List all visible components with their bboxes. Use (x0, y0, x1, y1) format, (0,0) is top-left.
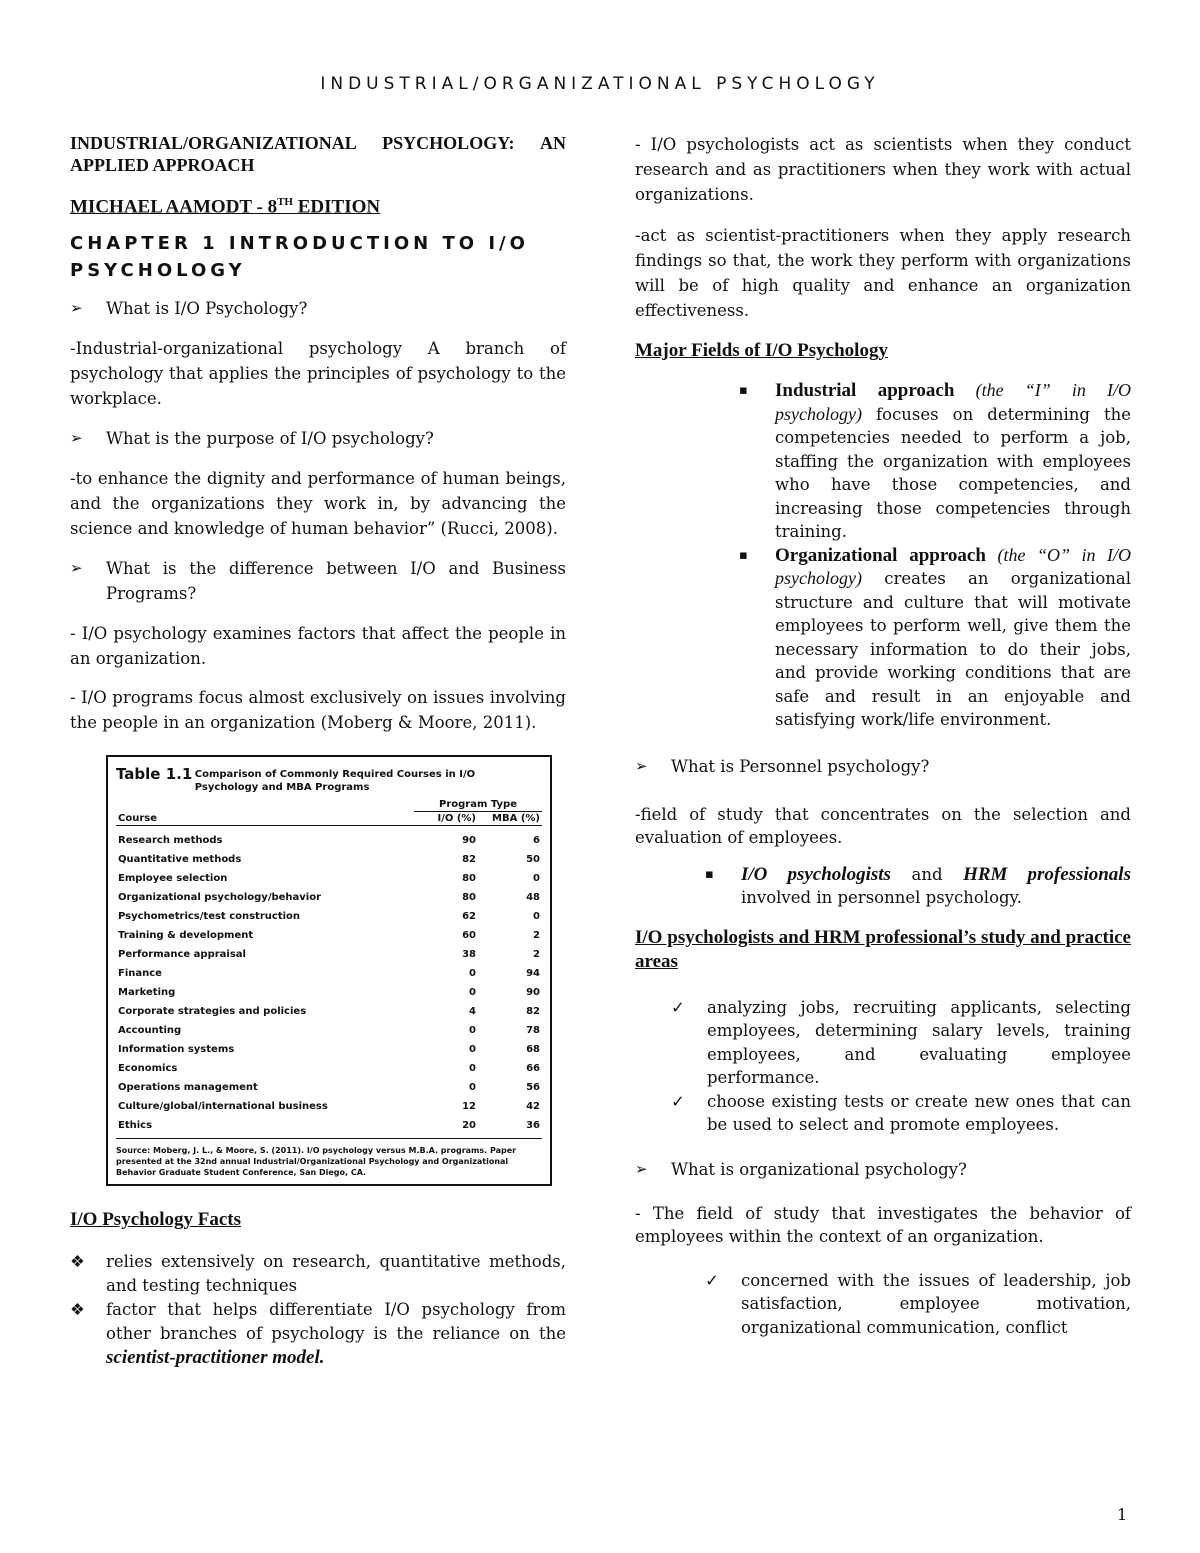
check-item (635, 1269, 1131, 1340)
question-what-is-io (70, 296, 566, 321)
table-row (116, 983, 542, 1002)
arrow-bullet-icon: ➢ (635, 1159, 648, 1178)
mba-percent-cell: 50 (526, 854, 540, 866)
io-percent-cell: 80 (462, 892, 476, 904)
author-edition-sup: TH (277, 196, 293, 208)
io-percent-cell: 12 (462, 1101, 476, 1113)
right-column (635, 132, 1131, 1339)
check-text: concerned with the issues of leadership, job satisfaction, employee motivation, organizational communication, conflict (741, 1270, 1131, 1337)
mba-percent-cell: 82 (526, 1006, 540, 1018)
mba-percent-cell: 2 (533, 930, 540, 942)
paragraph-scientists: - I/O psychologists act as scientists when they conduct research and as practitioners when they work with actual organizations. (635, 135, 1131, 204)
mba-percent-cell: 6 (533, 835, 540, 847)
question-organizational (635, 1157, 1131, 1182)
personnel-and: and (890, 864, 964, 884)
io-percent-cell: 82 (462, 854, 476, 866)
course-cell: Economics (118, 1063, 178, 1075)
field-emphasis: (the “I” in I/O psychology) (775, 380, 1132, 424)
table-row (116, 1040, 542, 1059)
question-text: What is organizational psychology? (671, 1159, 967, 1179)
fact-text-plain: factor that helps differentiate I/O psychology from other branches of psychology is the reliance on the (106, 1300, 566, 1344)
personnel-item (635, 863, 1131, 910)
question-text: What is the purpose of I/O psychology? (106, 429, 434, 449)
personnel-text (741, 863, 1131, 910)
mba-percent-cell: 68 (526, 1044, 540, 1056)
course-comparison-table (116, 798, 542, 1139)
check-text: analyzing jobs, recruiting applicants, selecting employees, determining salary levels, training employees, and evaluating employee performance. (707, 997, 1131, 1087)
table-source: Source: Moberg, J. L., & Moore, S. (2011). I/O psychology versus M.B.A. programs. Paper presented at the 32nd annual Industrial/Organizational Psychology and Organizational Behavior Graduate Student Conference, San Diego, CA. (116, 1146, 517, 1178)
paragraph-scientist-practitioners: -act as scientist-practitioners when they apply research findings so that, the work they perform with organizations will be of high quality and enhance an organization effectiveness. (635, 226, 1131, 320)
answer-definition: -Industrial-organizational psychology A branch of psychology that applies the principles of psychology to the workplace. (70, 339, 566, 409)
field-title: Industrial approach (775, 380, 955, 401)
question-text: What is Personnel psychology? (671, 756, 930, 776)
chapter-title: CHAPTER 1 INTRODUCTION TO I/O PSYCHOLOGY (70, 233, 529, 282)
fact-text (106, 1298, 566, 1370)
mba-percent-cell: 0 (533, 873, 540, 885)
left-column (70, 132, 566, 1370)
table-row (116, 1078, 542, 1097)
table-row (116, 869, 542, 888)
table-row (116, 907, 542, 926)
diamond-bullet-icon: ❖ (70, 1252, 85, 1272)
table-row (116, 1059, 542, 1078)
arrow-bullet-icon: ➢ (70, 559, 83, 578)
personnel-description: involved in personnel psychology. (741, 888, 1022, 907)
io-percent-cell: 62 (462, 911, 476, 923)
io-percent-cell: 20 (414, 1116, 478, 1139)
checkmark-icon: ✓ (671, 1091, 685, 1111)
course-cell: Employee selection (118, 873, 228, 885)
mba-percent-cell: 94 (526, 968, 540, 980)
diamond-bullet-icon: ❖ (70, 1300, 85, 1320)
mba-percent-cell: 66 (526, 1063, 540, 1075)
arrow-bullet-icon: ➢ (70, 429, 83, 448)
check-item (635, 996, 1131, 1090)
mba-percent-cell: 90 (526, 987, 540, 999)
io-column-header: I/O (%) (414, 812, 478, 826)
io-percent-cell: 90 (462, 835, 476, 847)
major-fields-heading: Major Fields of I/O Psychology (635, 340, 888, 361)
mba-percent-cell: 48 (526, 892, 540, 904)
field-title: Organizational approach (775, 544, 986, 566)
field-emphasis: (the “O” in I/O psychology) (775, 544, 1131, 588)
answer-purpose: -to enhance the dignity and performance of human beings, and the organizations they work in, by advancing the science and knowledge of human behavior” (Rucci, 2008). (70, 469, 566, 539)
field-description: creates an organizational structure and culture that will motivate employees to perform well, give them the necessary information to do their jobs, and provide working conditions that are safe and result in an enjoyable and satisfying work/life environment. (775, 569, 1131, 729)
fact-item (70, 1298, 566, 1370)
course-cell: Corporate strategies and policies (118, 1006, 307, 1018)
io-percent-cell: 0 (469, 1044, 476, 1056)
mba-column-header: MBA (%) (478, 812, 542, 826)
facts-heading: I/O Psychology Facts (70, 1209, 241, 1231)
book-title: INDUSTRIAL/ORGANIZATIONAL PSYCHOLOGY: AN APPLIED APPROACH (70, 133, 566, 175)
course-cell: Information systems (118, 1044, 235, 1056)
io-percent-cell: 4 (469, 1006, 476, 1018)
table-row (116, 926, 542, 945)
io-percent-cell: 38 (462, 949, 476, 961)
table-row (116, 1097, 542, 1116)
course-cell: Quantitative methods (118, 854, 242, 866)
arrow-bullet-icon: ➢ (635, 756, 648, 775)
personnel-emphasis: HRM professionals (963, 863, 1131, 885)
io-percent-cell: 80 (462, 873, 476, 885)
square-bullet-icon: ▪ (705, 866, 714, 882)
fact-emphasis: scientist-practitioner model. (106, 1347, 325, 1369)
square-bullet-icon: ▪ (739, 383, 748, 398)
check-item (635, 1090, 1131, 1137)
course-column-header: Course (116, 812, 414, 826)
answer-difference-b: - I/O programs focus almost exclusively on issues involving the people in an organization (Moberg & Moore, 2011). (70, 688, 566, 733)
table-row (116, 850, 542, 869)
mba-percent-cell: 36 (478, 1116, 542, 1139)
program-type-header: Program Type (414, 798, 542, 812)
table-row (116, 964, 542, 983)
mba-percent-cell: 0 (533, 911, 540, 923)
course-cell: Finance (118, 968, 162, 980)
course-cell: Training & development (118, 930, 254, 942)
io-percent-cell: 60 (462, 930, 476, 942)
author-line (70, 196, 566, 218)
table-figure (106, 755, 552, 1186)
author-name: MICHAEL AAMODT - 8 (70, 196, 278, 218)
io-percent-cell: 0 (469, 1025, 476, 1037)
answer-personnel: -field of study that concentrates on the selection and evaluation of employees. (635, 804, 1131, 847)
author-edition: EDITION (293, 196, 381, 218)
study-areas-heading: I/O psychologists and HRM professional’s study and practice areas (635, 926, 1131, 972)
io-percent-cell: 0 (469, 1082, 476, 1094)
fact-text: relies extensively on research, quantitative methods, and testing techniques (106, 1252, 566, 1296)
table-row (116, 1021, 542, 1040)
square-bullet-icon: ▪ (739, 547, 748, 563)
table-row (116, 888, 542, 907)
field-industrial-text (775, 379, 1131, 544)
mba-percent-cell: 56 (526, 1082, 540, 1094)
question-text: What is the difference between I/O and Business Programs? (106, 559, 566, 604)
field-organizational-text (775, 544, 1131, 732)
running-header: INDUSTRIAL/ORGANIZATIONAL PSYCHOLOGY (320, 74, 880, 94)
io-percent-cell: 0 (469, 1063, 476, 1075)
table-row (116, 1002, 542, 1021)
checkmark-icon: ✓ (705, 1270, 719, 1290)
answer-organizational: - The field of study that investigates the behavior of employees within the context of an organization. (635, 1203, 1131, 1246)
table-row (116, 826, 542, 851)
question-text: What is I/O Psychology? (106, 299, 308, 319)
course-cell: Research methods (118, 835, 223, 847)
mba-percent-cell: 2 (533, 949, 540, 961)
course-cell: Marketing (118, 987, 176, 999)
mba-percent-cell: 78 (526, 1025, 540, 1037)
course-cell: Performance appraisal (118, 949, 246, 961)
table-caption: Comparison of Commonly Required Courses in I/O Psychology and MBA Programs (194, 769, 476, 794)
answer-difference-a: - I/O psychology examines factors that affect the people in an organization. (70, 624, 566, 669)
course-cell: Psychometrics/test construction (118, 911, 301, 923)
table-row (116, 1116, 542, 1139)
table-row (116, 945, 542, 964)
page-number: 1 (1117, 1505, 1128, 1524)
io-percent-cell: 0 (469, 987, 476, 999)
personnel-emphasis: I/O psychologists (741, 863, 891, 885)
arrow-bullet-icon: ➢ (70, 299, 83, 318)
check-text: choose existing tests or create new ones that can be used to select and promote employees. (707, 1091, 1131, 1134)
field-description: focuses on determining the competencies needed to perform a job, staffing the organization with employees who have those competencies, and increasing those competencies through training. (775, 404, 1131, 541)
course-cell: Ethics (116, 1116, 414, 1139)
question-purpose (70, 426, 566, 451)
field-industrial (635, 379, 1131, 544)
io-percent-cell: 0 (469, 968, 476, 980)
checkmark-icon: ✓ (671, 997, 685, 1017)
course-cell: Organizational psychology/behavior (118, 892, 322, 904)
fact-item (70, 1250, 566, 1298)
course-cell: Culture/global/international business (118, 1101, 328, 1113)
question-personnel (635, 754, 1131, 779)
field-organizational (635, 544, 1131, 732)
question-difference (70, 556, 566, 606)
mba-percent-cell: 42 (526, 1101, 540, 1113)
course-cell: Operations management (118, 1082, 258, 1094)
table-number: Table 1.1 (116, 765, 193, 784)
course-cell: Accounting (118, 1025, 182, 1037)
